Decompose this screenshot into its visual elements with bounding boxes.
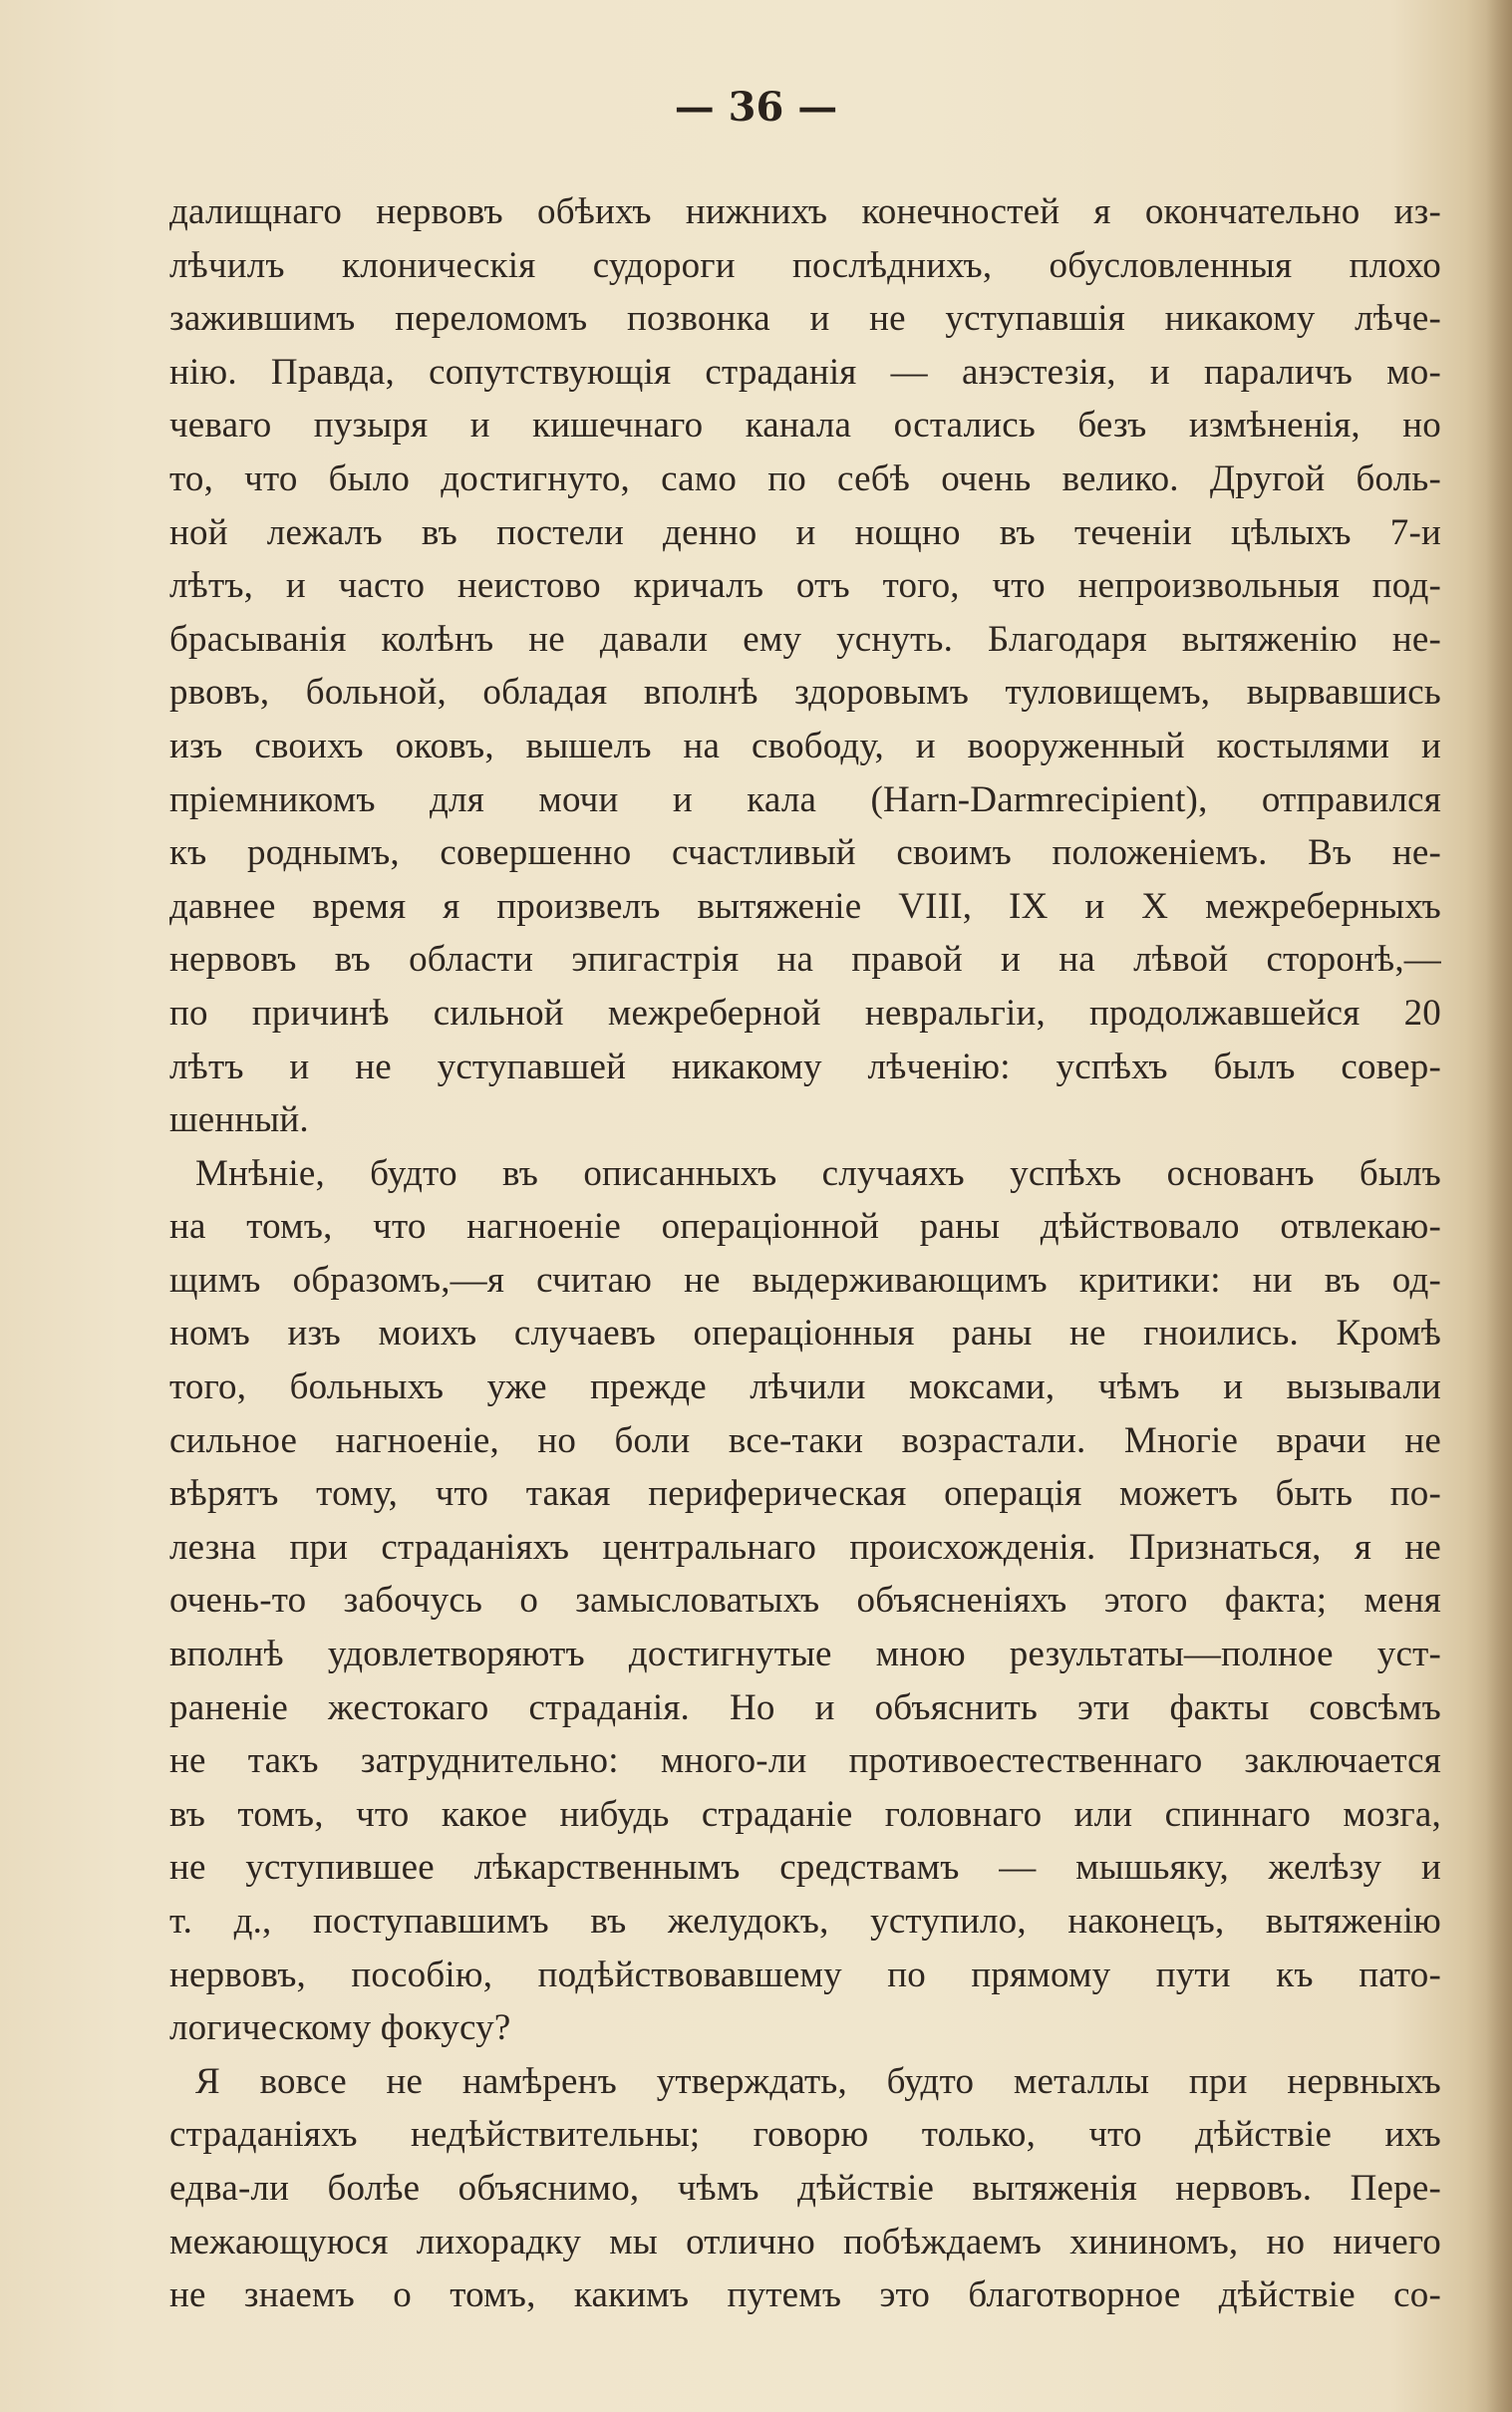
text-line: лѣтъ и не уступавшей никакому лѣченію: успѣхъ былъ совер- <box>169 1046 1441 1087</box>
text-line: страданіяхъ недѣйствительны; говорю только, что дѣйствіе ихъ <box>169 2114 1441 2156</box>
text-line: Мнѣніе, будто въ описанныхъ случаяхъ успѣхъ основанъ былъ <box>195 1152 1441 1194</box>
text-line: на томъ, что нагноеніе операціонной раны дѣйствовало отвлекаю- <box>169 1206 1441 1248</box>
text-line: раненіе жестокаго страданія. Но и объяснить эти факты совсѣмъ <box>169 1686 1441 1728</box>
text-line: не уступившее лѣкарственнымъ средствамъ — мышьяку, желѣзу и <box>169 1847 1441 1889</box>
text-line: ной лежалъ въ постели денно и нощно въ теченіи цѣлыхъ 7-и <box>169 511 1441 553</box>
text-line: едва-ли болѣе объяснимо, чѣмъ дѣйствіе вытяженія нервовъ. Пере- <box>169 2167 1441 2209</box>
text-line: не знаемъ о томъ, какимъ путемъ это благотворное дѣйствіе со- <box>169 2274 1441 2316</box>
body-text <box>169 185 1441 2322</box>
text-line: щимъ образомъ,—я считаю не выдерживающимъ критики: ни въ од- <box>169 1259 1441 1301</box>
text-line: рвовъ, больной, обладая вполнѣ здоровымъ туловищемъ, вырвавшись <box>169 672 1441 714</box>
text-line: далищнаго нервовъ обѣихъ нижнихъ конечностей я окончательно из- <box>169 191 1441 232</box>
text-line: лезна при страданіяхъ центральнаго происхожденія. Признаться, я не <box>169 1526 1441 1568</box>
text-line: вполнѣ удовлетворяютъ достигнутые мною результаты—полное уст- <box>169 1634 1441 1675</box>
text-line: номъ изъ моихъ случаевъ операціонныя раны не гноились. Кромѣ <box>169 1313 1441 1355</box>
text-line: чеваго пузыря и кишечнаго канала остались безъ измѣненія, но <box>169 405 1441 447</box>
page-edge-shadow <box>1486 0 1512 2412</box>
text-line: не такъ затруднительно: много-ли противоестественнаго заключается <box>169 1740 1441 1782</box>
text-line: то, что было достигнуто, само по себѣ очень велико. Другой боль- <box>169 457 1441 499</box>
text-line: логическому фокусу? <box>169 2007 511 2049</box>
text-line: изъ своихъ оковъ, вышелъ на свободу, и вооруженный костылями и <box>169 725 1441 766</box>
text-line: т. д., поступавшимъ въ желудокъ, уступило, наконецъ, вытяженію <box>169 1901 1441 1942</box>
text-line: зажившимъ переломомъ позвонка и не уступавшія никакому лѣче- <box>169 298 1441 340</box>
text-line: нервовъ, пособію, подѣйствовавшему по прямому пути къ пато- <box>169 1954 1441 1995</box>
text-line: очень-то забочусь о замысловатыхъ объясненіяхъ этого факта; меня <box>169 1580 1441 1622</box>
text-line: сильное нагноеніе, но боли все-таки возрастали. Многіе врачи не <box>169 1419 1441 1461</box>
text-line: межающуюся лихорадку мы отлично побѣждаемъ хининомъ, но ничего <box>169 2221 1441 2262</box>
text-line: давнее время я произвелъ вытяженіе VIII, IX и X межреберныхъ <box>169 885 1441 927</box>
text-line: Я вовсе не намѣренъ утверждать, будто металлы при нервныхъ <box>195 2060 1441 2102</box>
text-line: шенный. <box>169 1099 309 1141</box>
text-line: вѣрятъ тому, что такая периферическая операція можетъ быть по- <box>169 1473 1441 1515</box>
text-line: нервовъ въ области эпигастрія на правой и на лѣвой сторонѣ,— <box>169 939 1441 981</box>
text-line: по причинѣ сильной межреберной невральгіи, продолжавшейся 20 <box>169 992 1441 1034</box>
page-number: — 36 — <box>674 84 838 131</box>
text-line: нію. Правда, сопутствующія страданія — анэстезія, и параличъ мо- <box>169 351 1441 393</box>
text-line: того, больныхъ уже прежде лѣчили моксами, чѣмъ и вызывали <box>169 1366 1441 1408</box>
text-line: лѣчилъ клоническія судороги послѣднихъ, обусловленныя плохо <box>169 244 1441 286</box>
text-line: къ роднымъ, совершенно счастливый своимъ положеніемъ. Въ не- <box>169 832 1441 874</box>
text-line: въ томъ, что какое нибудь страданіе головнаго или спиннаго мозга, <box>169 1793 1441 1835</box>
text-line: брасыванія колѣнъ не давали ему уснуть. Благодаря вытяженію не- <box>169 618 1441 660</box>
text-line: лѣтъ, и часто неистово кричалъ отъ того, что непроизвольныя под- <box>169 565 1441 607</box>
text-line: пріемникомъ для мочи и кала (Harn-Darmrecipient), отправился <box>169 778 1441 820</box>
